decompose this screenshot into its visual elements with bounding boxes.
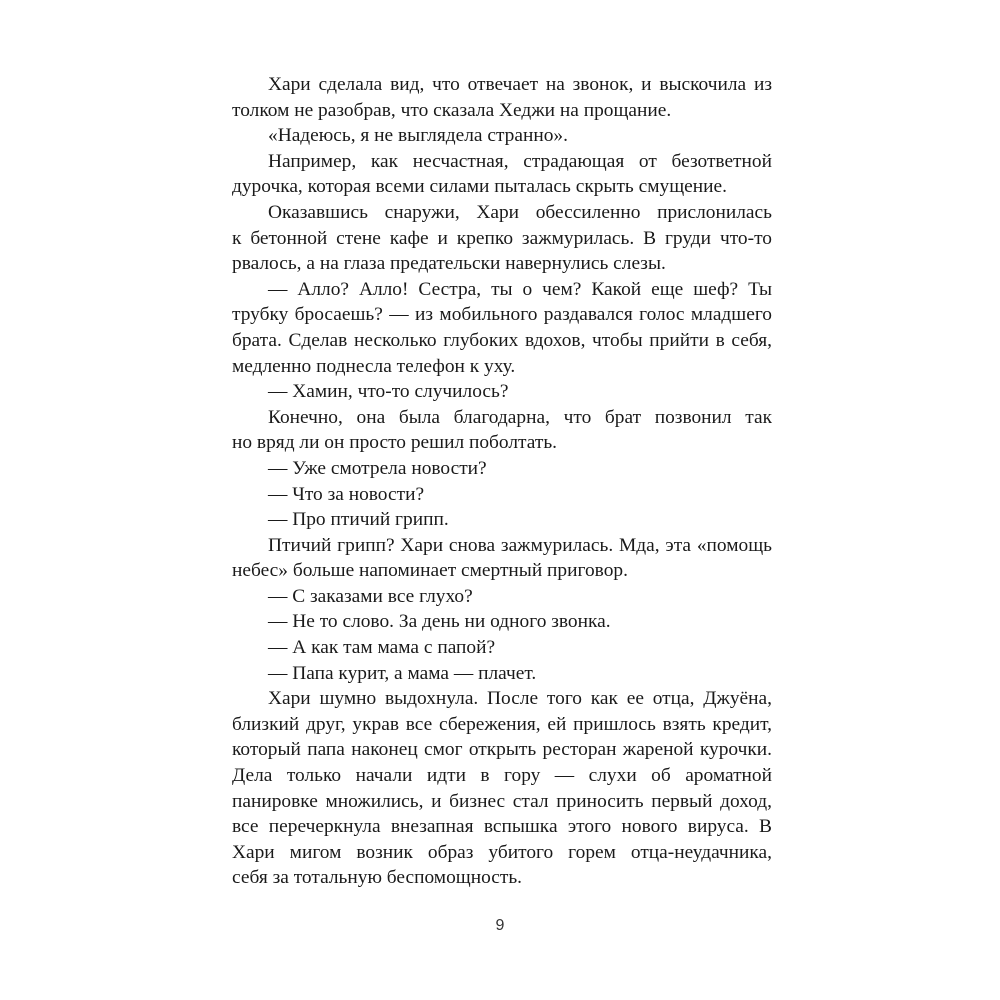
text-line: — Хамин, что-то случилось? — [268, 381, 509, 403]
paragraph — [232, 200, 772, 277]
text-line: небес» больше напоминает смертный приговор. — [232, 560, 628, 582]
text-line: дурочка, которая всеми силами пыталась скрыть смущение. — [232, 176, 727, 198]
paragraph — [232, 482, 772, 508]
text-line: Конечно, она была благодарна, что брат позвонил так — [268, 406, 772, 428]
text-line: Оказавшись снаружи, Хари обессиленно прислонилась — [268, 201, 772, 223]
paragraph — [232, 584, 772, 610]
paragraph — [232, 149, 772, 200]
paragraph — [232, 686, 772, 891]
text-line: — Уже смотрела новости? — [268, 457, 487, 479]
paragraph — [232, 661, 772, 687]
text-line: к бетонной стене кафе и крепко зажмурилась. В груди что-то — [232, 227, 772, 249]
text-line: брата. Сделав несколько глубоких вдохов, чтобы прийти в себя, — [232, 329, 772, 351]
body-text — [232, 72, 772, 891]
text-line: но вряд ли он просто решил поболтать. — [232, 432, 558, 454]
paragraph — [232, 533, 772, 584]
text-line: Хари сделала вид, что отвечает на звонок, и выскочила из — [268, 74, 772, 95]
paragraph — [232, 123, 772, 149]
text-line: — Не то слово. За день ни одного звонка. — [268, 611, 611, 633]
paragraph — [232, 277, 772, 379]
text-line: близкий друг, украв все сбережения, ей пришлось взять кредит, — [232, 713, 772, 735]
text-line: панировке множились, и бизнес стал приносить первый доход, — [232, 790, 772, 812]
paragraph — [232, 405, 772, 456]
text-line: Птичий грипп? Хари снова зажмурилась. Мда, эта «помощь — [268, 534, 772, 556]
text-line: «Надеюсь, я не выглядела странно». — [268, 125, 568, 147]
text-line: Хари шумно выдохнула. После того как ее отца, Джуёна, — [268, 688, 772, 710]
text-line: рвалось, а на глаза предательски навернулись слезы. — [232, 253, 666, 275]
text-line: толком не разобрав, что сказала Хеджи на прощание. — [232, 99, 672, 121]
text-line: — Про птичий грипп. — [268, 509, 449, 531]
text-line: — А как там мама с папой? — [268, 637, 496, 659]
paragraph — [232, 635, 772, 661]
text-line: который папа наконец смог открыть ресторан жареной курочки. — [232, 739, 772, 761]
text-line: все перечеркнула внезапная вспышка этого нового вируса. В — [232, 816, 772, 838]
text-line: Например, как несчастная, страдающая от безответной — [268, 150, 772, 172]
paragraph — [232, 507, 772, 533]
text-line: себя за тотальную беспомощность. — [232, 867, 523, 889]
paragraph — [232, 379, 772, 405]
paragraph — [232, 609, 772, 635]
text-line: Хари мигом возник образ убитого горем отца-неудачника, — [232, 841, 772, 863]
page-number: 9 — [495, 917, 505, 934]
text-line: — С заказами все глухо? — [268, 585, 473, 607]
text-line: — Алло? Алло! Сестра, ты о чем? Какой еще шеф? Ты — [268, 278, 772, 300]
text-line: Дела только начали идти в гору — слухи об ароматной — [232, 765, 772, 787]
text-line: — Что за новости? — [268, 483, 425, 505]
paragraph — [232, 456, 772, 482]
paragraph — [232, 72, 772, 123]
text-line: медленно поднесла телефон к уху. — [232, 355, 516, 377]
text-line: трубку бросаешь? — из мобильного раздавался голос младшего — [232, 304, 772, 326]
text-line: — Папа курит, а мама — плачет. — [268, 662, 537, 684]
